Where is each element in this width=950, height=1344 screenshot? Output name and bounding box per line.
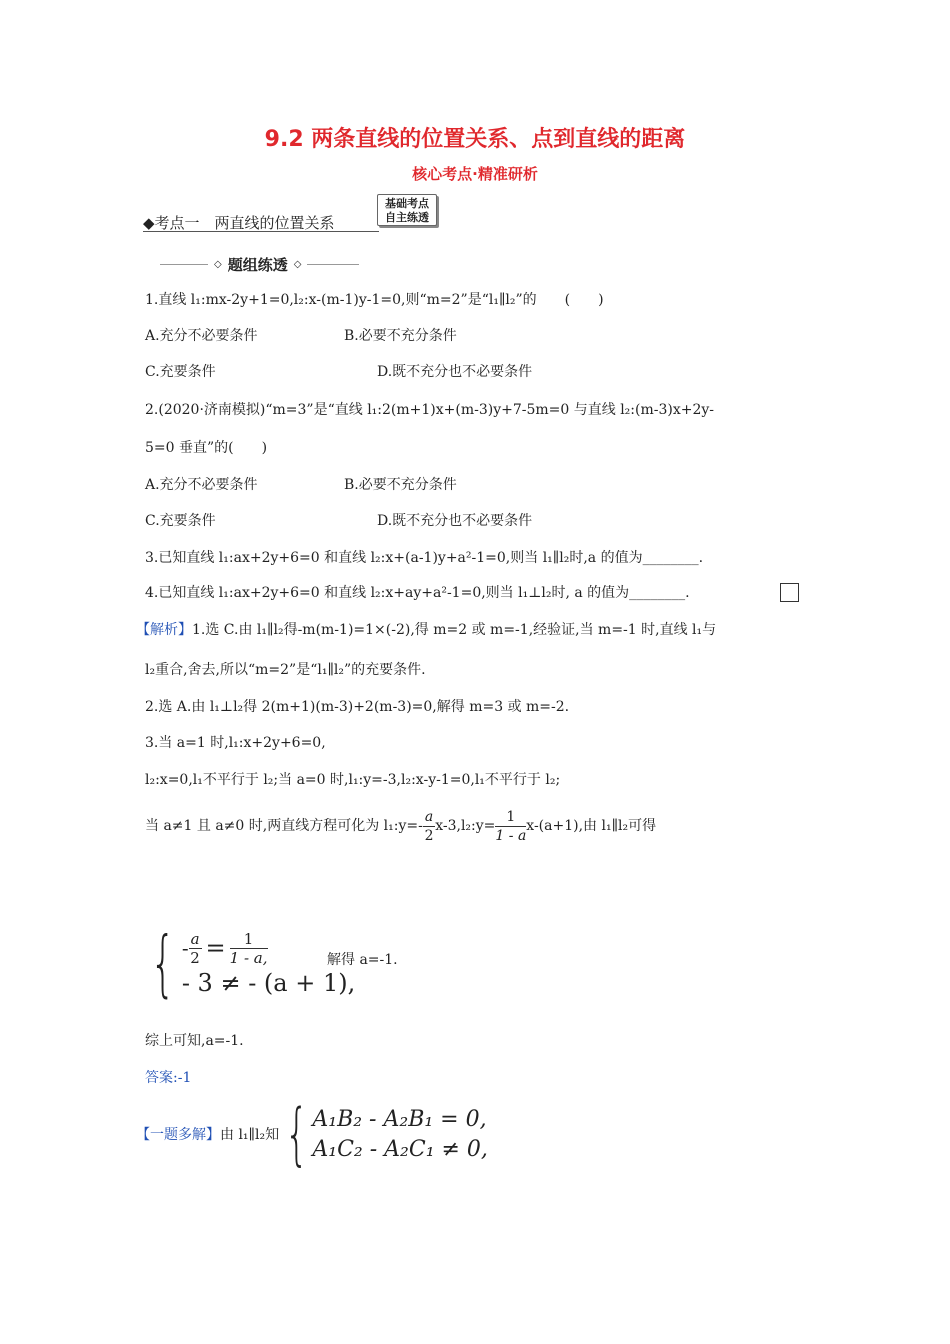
fraction-denominator: 1 - a, (229, 948, 268, 967)
multi-solution-text: 由 l₁∥l₂知 (220, 1127, 280, 1143)
q2-option-c: C.充要条件 (145, 513, 216, 529)
section-tag (377, 194, 437, 226)
group-heading-label: 题组练透 (227, 256, 288, 274)
multi-equation-row-2: A₁C₂ - A₂C₁ ≠ 0, (312, 1137, 488, 1162)
solution-2: 2.选 A.由 l₁⊥l₂得 2(m+1)(m-3)+2(m-3)=0,解得 m=3 或 m=-2. (145, 699, 570, 715)
q1-option-d: D.既不充分也不必要条件 (377, 364, 533, 380)
left-brace: { (284, 1095, 309, 1174)
fraction-numerator: 1 (495, 808, 526, 827)
section-heading-label: 考点一 两直线的位置关系 (154, 214, 335, 232)
analysis-tag: 【解析】 (136, 622, 192, 638)
equation-system (140, 918, 355, 1008)
solution-1-text: 1.选 C.由 l₁∥l₂得-m(m-1)=1×(-2),得 m=2 或 m=-1,经验证,当 m=-1 时,直线 l₁与 (192, 622, 717, 638)
q1-option-a: A.充分不必要条件 (145, 328, 258, 344)
equals-sign: = (205, 934, 226, 962)
solution-3-line2: l₂:x=0,l₁不平行于 l₂;当 a=0 时,l₁:y=-3,l₂:x-y-1=0,l₁不平行于 l₂; (145, 772, 561, 788)
section-underline (143, 231, 379, 232)
solution-3-line1: 3.当 a=1 时,l₁:x+2y+6=0, (145, 735, 326, 751)
solution-3-line3 (145, 802, 656, 850)
fraction-numerator: 1 (230, 930, 268, 949)
solution-1-line2: l₂重合,舍去,所以“m=2”是“l₁∥l₂”的充要条件. (145, 662, 426, 678)
system-result: 解得 a=-1. (327, 952, 398, 968)
q1-option-c: C.充要条件 (145, 364, 216, 380)
question-4: 4.已知直线 l₁:ax+2y+6=0 和直线 l₂:x+ay+a²-1=0,则当 l₁⊥l₂时, a 的值为________. (145, 585, 690, 601)
solution-3-line3-c: x-(a+1),由 l₁∥l₂可得 (526, 818, 657, 834)
section-heading (143, 212, 335, 233)
multi-equation-row-1: A₁B₂ - A₂B₁ = 0, (312, 1107, 487, 1132)
fraction-numerator: a (424, 808, 434, 825)
multi-solution-tag: 【一题多解】 (136, 1127, 220, 1143)
section-tag-line2: 自主练透 (385, 211, 429, 224)
solution-3-line3-b: x-3,l₂:y= (435, 818, 496, 834)
equation-row-2: - 3 ≠ - (a + 1), (181, 968, 356, 997)
q2-option-d: D.既不充分也不必要条件 (377, 513, 533, 529)
group-heading (160, 254, 359, 275)
multi-solution (136, 1095, 488, 1174)
diamond-outline-icon: ◇ (214, 259, 222, 270)
diamond-outline-icon: ◇ (293, 259, 302, 270)
section-tag-line1: 基础考点 (385, 197, 429, 210)
q2-option-b: B.必要不充分条件 (344, 477, 457, 493)
left-brace: { (150, 921, 176, 1005)
divider-left (160, 264, 208, 265)
fraction-a-over-2 (189, 930, 202, 967)
question-2-line1: 2.(2020·济南模拟)“m=3”是“直线 l₁:2(m+1)x+(m-3)y+7-5m=0 与直线 l₂:(m-3)x+2y- (145, 402, 715, 418)
q2-option-a: A.充分不必要条件 (145, 477, 258, 493)
fraction-1-over-1-minus-a (230, 930, 268, 967)
question-1: 1.直线 l₁:mx-2y+1=0,l₂:x-(m-1)y-1=0,则“m=2”是“l₁∥l₂”的 ( ) (145, 292, 604, 308)
question-2-line2: 5=0 垂直”的( ) (145, 440, 268, 456)
page-subtitle: 核心考点·精准研析 (412, 165, 538, 183)
fraction-1-over-1-minus-a (495, 808, 526, 845)
solution-3-line3-a: 当 a≠1 且 a≠0 时,两直线方程可化为 l₁:y=- (145, 818, 423, 834)
fraction-denominator: 2 (190, 948, 200, 967)
question-3: 3.已知直线 l₁:ax+2y+6=0 和直线 l₂:x+(a-1)y+a²-1=0,则当 l₁∥l₂时,a 的值为________. (145, 550, 704, 566)
answer-checkbox[interactable] (780, 583, 799, 602)
conclusion: 综上可知,a=-1. (145, 1033, 244, 1049)
divider-right (307, 264, 359, 265)
page-title: 9.2 两条直线的位置关系、点到直线的距离 (264, 127, 686, 152)
q1-option-b: B.必要不充分条件 (344, 328, 457, 344)
diamond-icon: ◆ (143, 214, 155, 232)
solution-1-line1 (136, 620, 716, 640)
fraction-a-over-2 (423, 808, 435, 845)
fraction-denominator: 1 - a (495, 827, 527, 844)
multi-equation-rows (312, 1105, 488, 1165)
answer-line: 答案:-1 (145, 1070, 192, 1086)
minus-sign: - (181, 936, 189, 960)
fraction-numerator: a (190, 929, 200, 948)
fraction-denominator: 2 (424, 827, 434, 844)
